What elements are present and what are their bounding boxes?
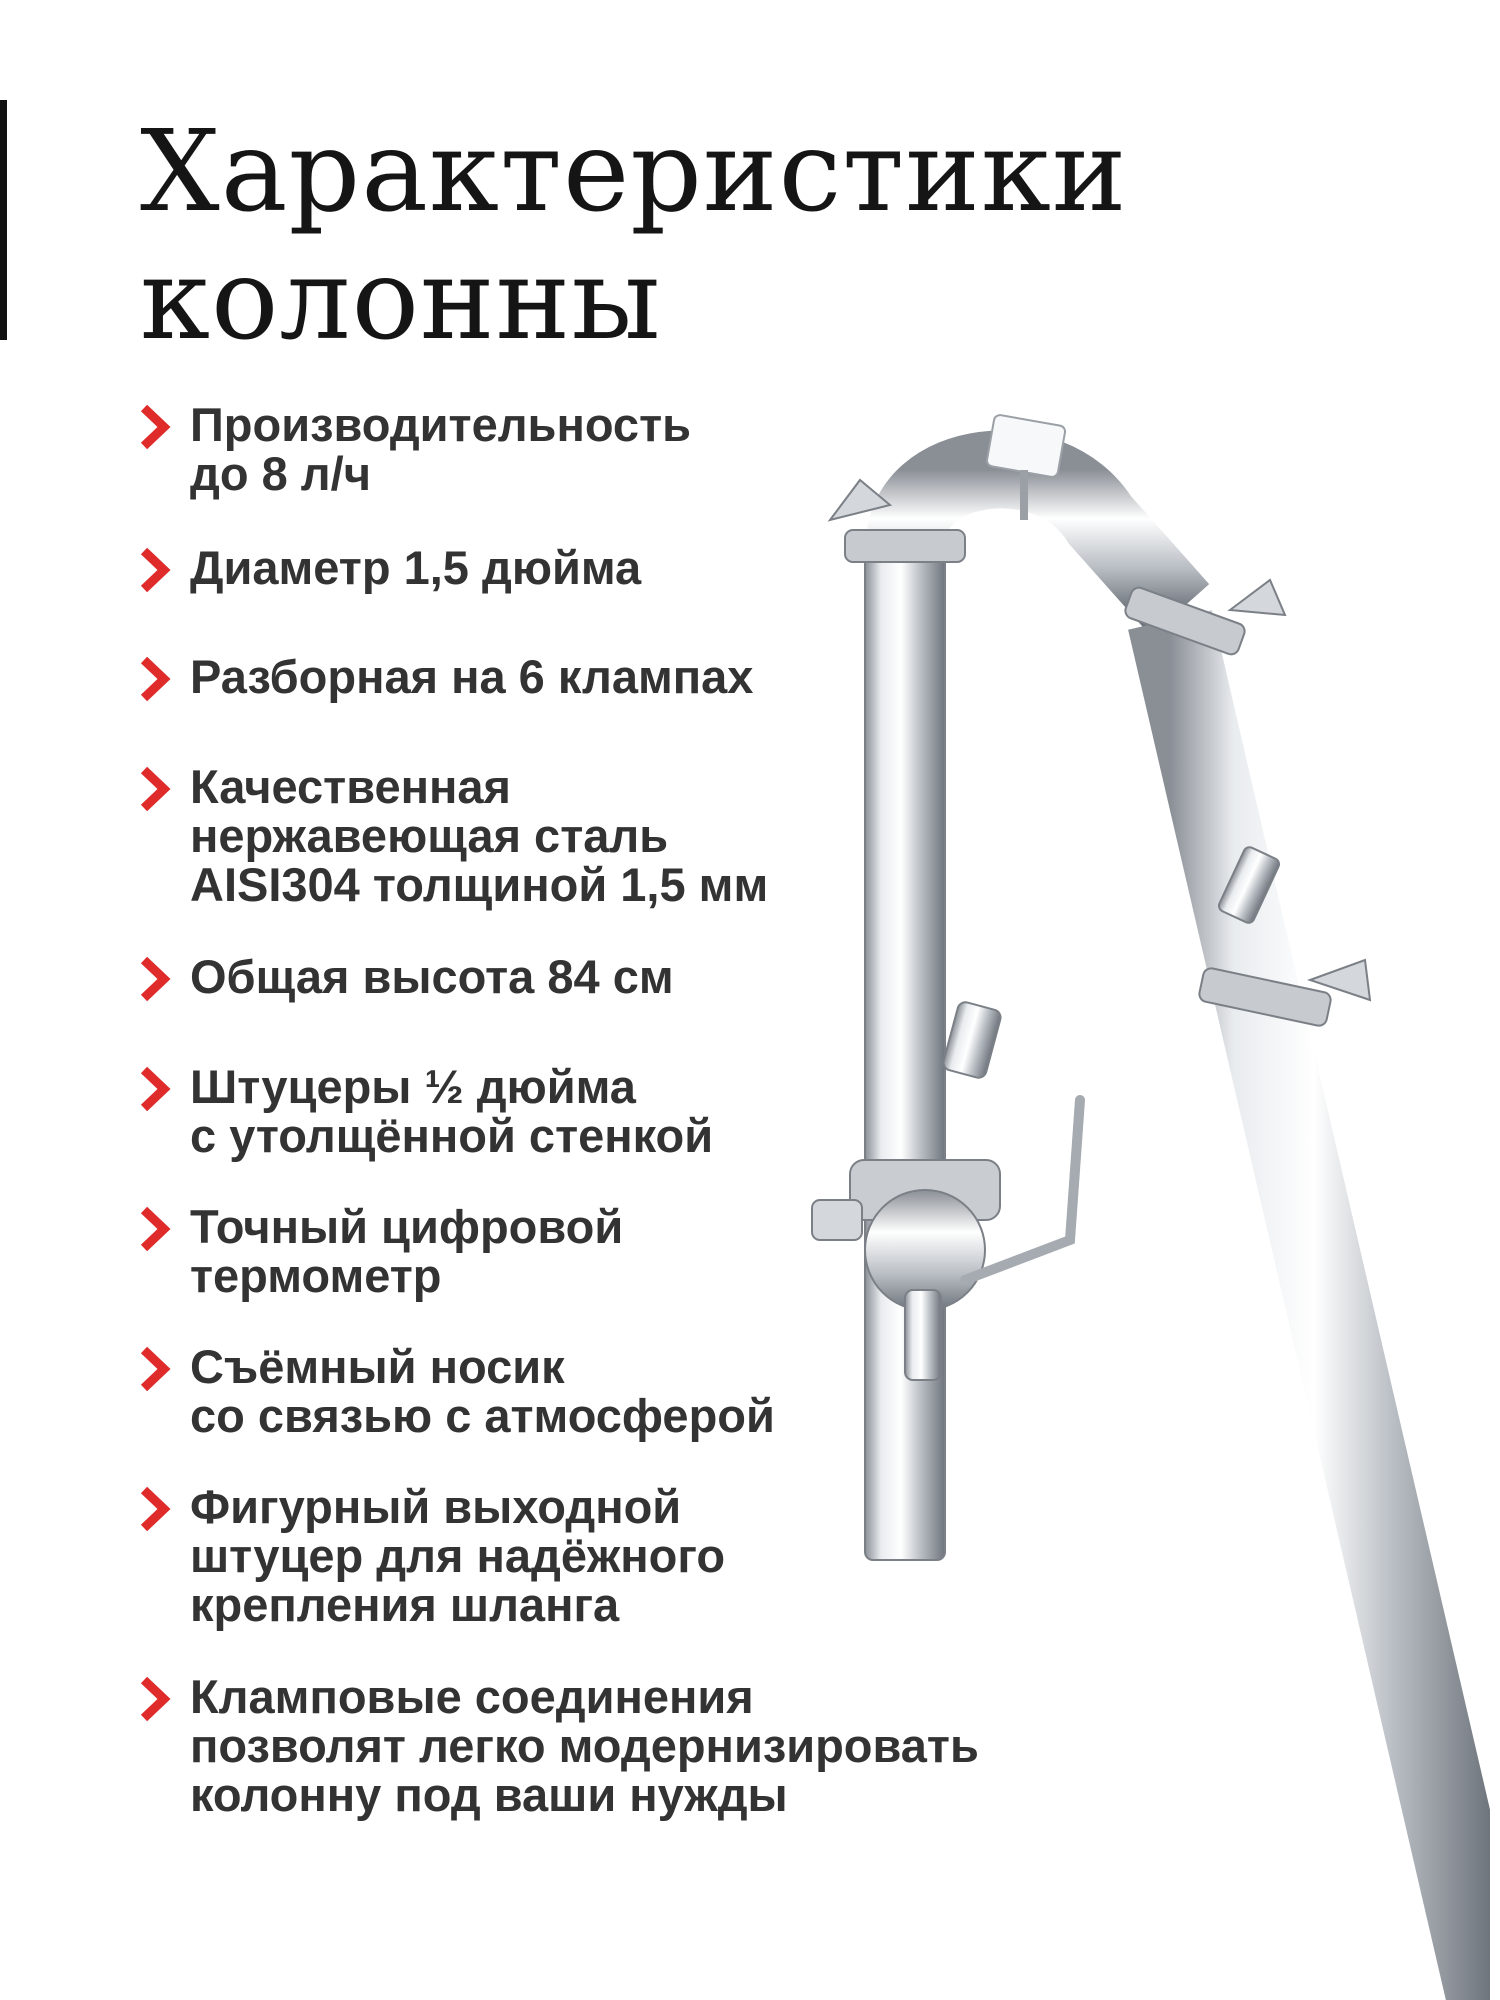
feature-item-steel bbox=[138, 762, 768, 909]
feature-text: Кламповые соединения позволят легко модернизировать колонну под ваши нужды bbox=[190, 1670, 979, 1821]
feature-text: Производительность до 8 л/ч bbox=[190, 398, 691, 500]
chevron-right-icon bbox=[138, 402, 172, 452]
feature-item-performance bbox=[138, 400, 691, 498]
chevron-right-icon bbox=[138, 1064, 172, 1114]
right-column-tube bbox=[1170, 620, 1490, 2000]
left-column-tube bbox=[865, 540, 945, 1560]
chevron-right-icon bbox=[138, 764, 172, 814]
feature-text: Качественная нержавеющая сталь AISI304 толщиной 1,5 мм bbox=[190, 760, 769, 911]
feature-text: Съёмный носик со связью с атмосферой bbox=[190, 1340, 775, 1442]
feature-item-spout bbox=[138, 1342, 775, 1440]
feature-text: Фигурный выходной штуцер для надёжного крепления шланга bbox=[190, 1480, 726, 1631]
feature-text: Точный цифровой термометр bbox=[190, 1200, 624, 1302]
accent-bar bbox=[0, 100, 7, 340]
feature-item-diameter bbox=[138, 543, 641, 595]
chevron-right-icon bbox=[138, 1204, 172, 1254]
feature-item-height bbox=[138, 952, 674, 1004]
feature-text: Разборная на 6 клампах bbox=[190, 650, 754, 703]
feature-item-fittings bbox=[138, 1062, 713, 1160]
feature-text: Диаметр 1,5 дюйма bbox=[190, 541, 642, 594]
feature-text: Штуцеры ½ дюйма с утолщённой стенкой bbox=[190, 1060, 714, 1162]
product-image bbox=[790, 400, 1490, 2000]
chevron-right-icon bbox=[138, 1484, 172, 1534]
feature-item-outlet bbox=[138, 1482, 725, 1629]
chevron-right-icon bbox=[138, 654, 172, 704]
title-line-1: Характеристики bbox=[140, 107, 1128, 237]
feature-item-thermometer bbox=[138, 1202, 623, 1300]
feature-item-clamps bbox=[138, 652, 753, 704]
chevron-right-icon bbox=[138, 1344, 172, 1394]
title-line-2: колонны bbox=[140, 235, 662, 365]
chevron-right-icon bbox=[138, 1674, 172, 1724]
chevron-right-icon bbox=[138, 954, 172, 1004]
chevron-right-icon bbox=[138, 545, 172, 595]
page-title bbox=[140, 108, 1128, 364]
feature-text: Общая высота 84 см bbox=[190, 950, 674, 1003]
